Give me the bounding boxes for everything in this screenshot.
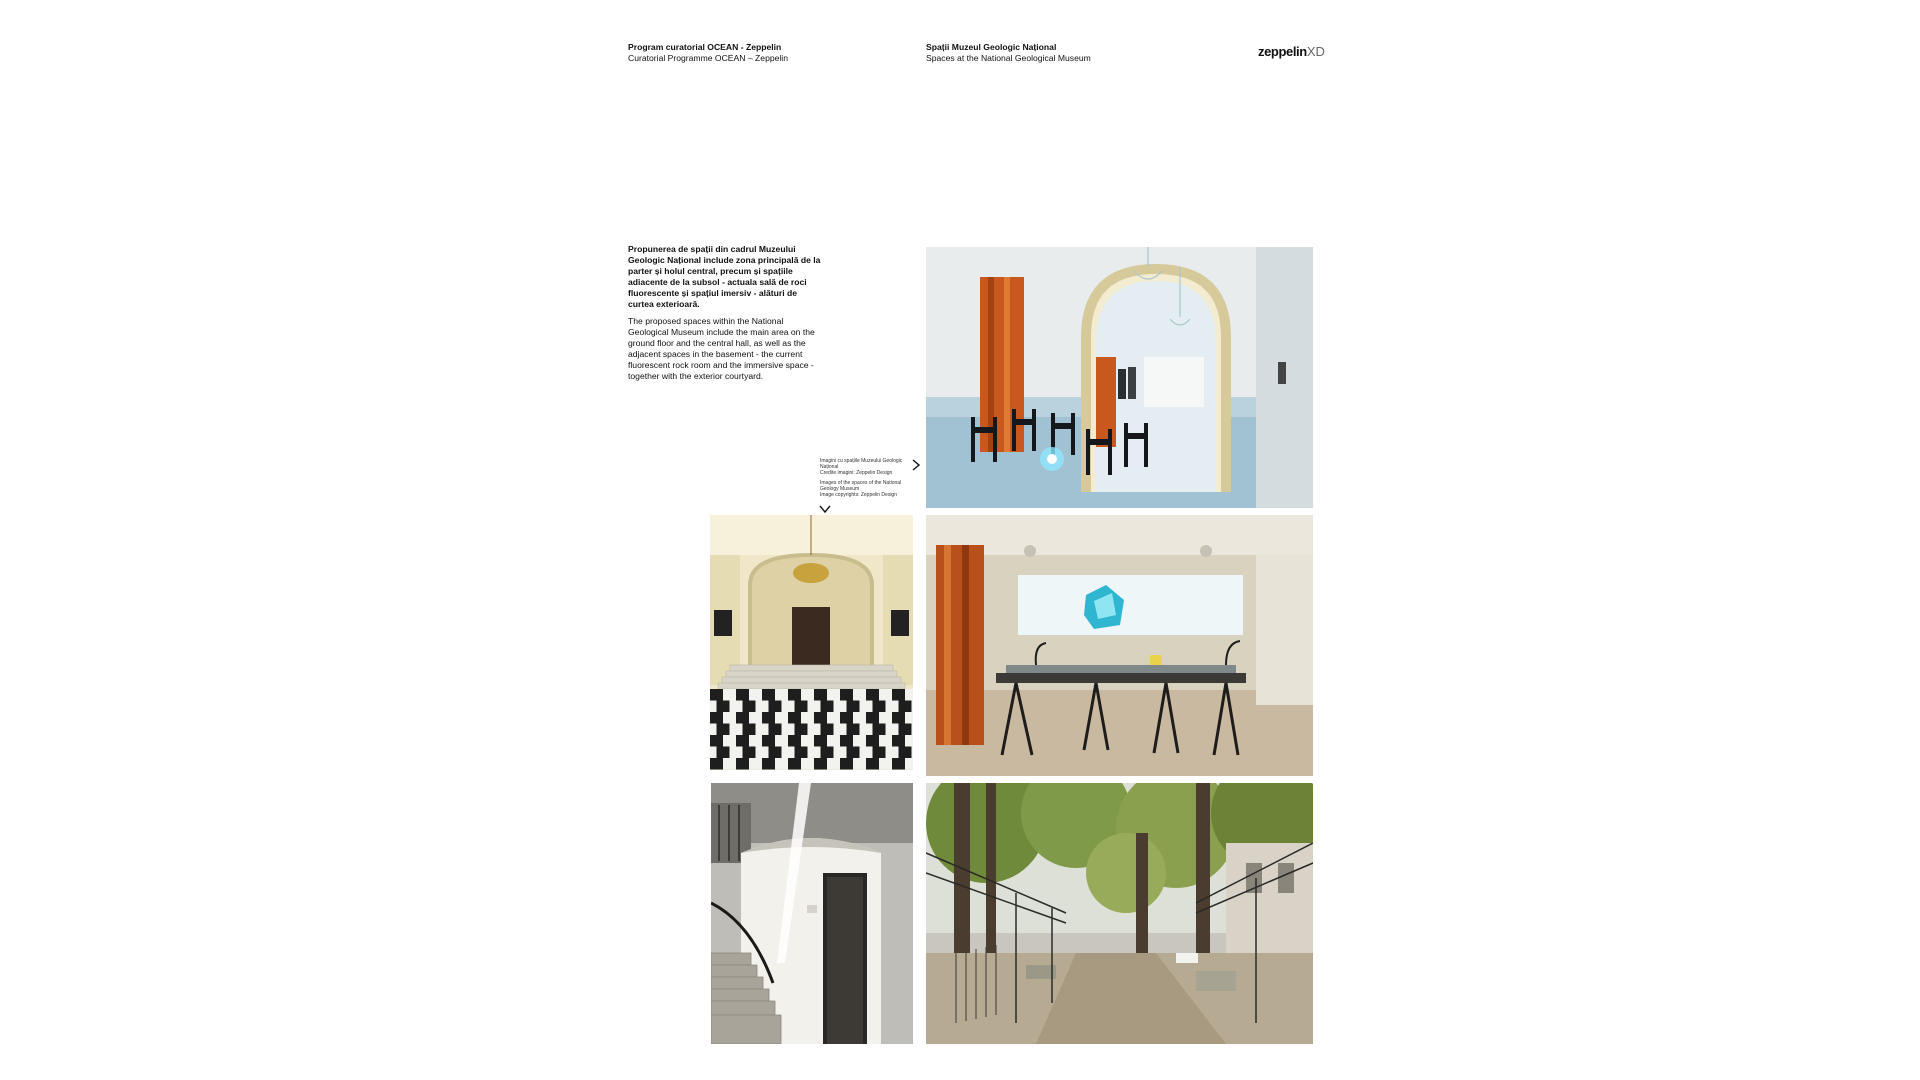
photo-stairwell — [711, 783, 913, 1044]
intro-text — [628, 244, 824, 382]
photo-arched-gallery — [926, 247, 1313, 508]
caption-en-line1: Images of the spaces of the National — [820, 479, 902, 486]
section-title-en: Spaces at the National Geological Museum — [926, 53, 1091, 63]
intro-paragraph-en: The proposed spaces within the National Geological Museum include the main area on the ground floor and the central hall, as well as the adjacent spaces in the basement - the current fluorescent rock room and the immersive space - together with the exterior courtyard. — [628, 316, 815, 381]
caption-ro-line2: Național — [820, 464, 839, 471]
header-left — [628, 42, 788, 64]
section-title-ro: Spații Muzeul Geologic Național — [926, 42, 1057, 52]
chevron-down-icon — [818, 502, 832, 516]
photo-caption — [820, 458, 908, 498]
program-title-ro: Program curatorial OCEAN - Zeppelin — [628, 42, 782, 52]
logo-suffix: XD — [1306, 44, 1325, 59]
caption-ro-credit: Credite imagini: Zeppelin Design — [820, 470, 893, 477]
photo-central-hall — [710, 515, 913, 770]
intro-paragraph-ro: Propunerea de spații din cadrul Muzeului Geologic Național include zona principală de la parter și holul central, precum și spațiile adiacente de la subsol - actuala sală de roci fluorescente și spațiul imersiv - alături de curtea exterioară. — [628, 244, 821, 309]
caption-en-line2: Geology Museum — [820, 485, 860, 492]
caption-ro-line1: Imagini cu spațiile Muzeului Geologic — [820, 458, 903, 464]
header-center — [926, 42, 1091, 64]
program-title-en: Curatorial Programme OCEAN – Zeppelin — [628, 53, 788, 63]
chevron-right-icon — [909, 458, 923, 472]
caption-en-credit: Image copyrights: Zeppelin Design — [820, 492, 897, 499]
photo-courtyard — [926, 783, 1313, 1044]
zeppelin-logo — [1258, 44, 1325, 60]
photo-immersive-room — [926, 515, 1313, 776]
logo-main: zeppelin — [1258, 44, 1307, 59]
